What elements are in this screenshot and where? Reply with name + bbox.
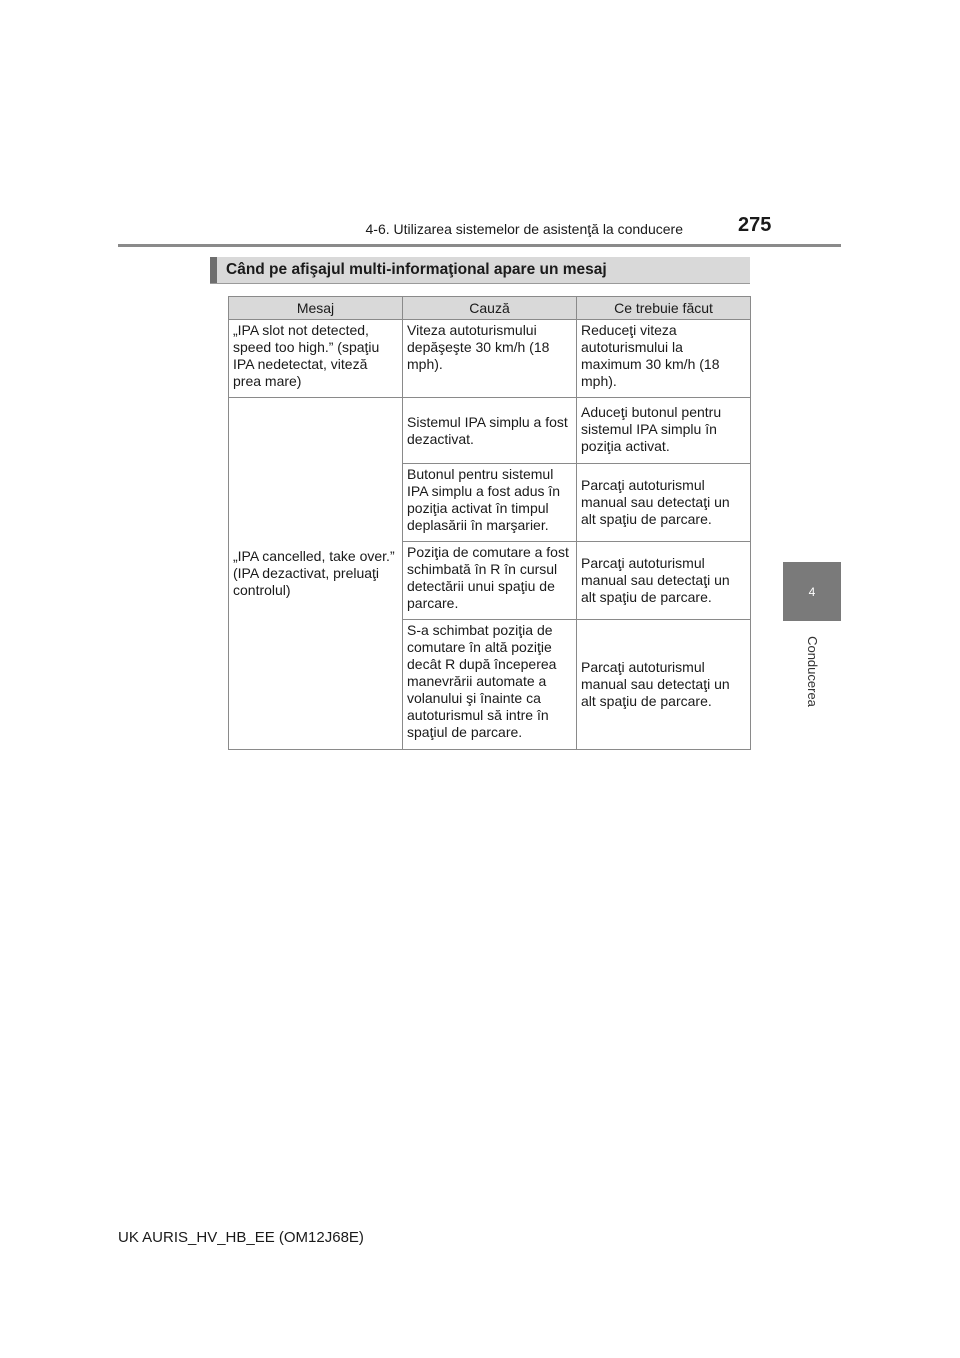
chapter-tab[interactable] (783, 562, 841, 621)
table-row (229, 398, 751, 464)
action-cell: Reduceţi viteza autoturismului la maximum 30 km/h (18 mph). (577, 320, 751, 398)
message-cell: „IPA cancelled, take over.” (IPA dezactivat, preluaţi controlul) (229, 398, 403, 750)
table-header-row (229, 297, 751, 320)
action-cell: Parcaţi autoturismul manual sau detectaţi un alt spaţiu de parcare. (577, 542, 751, 620)
page-number: 275 (738, 214, 772, 236)
column-header-cause: Cauză (403, 297, 577, 320)
footer-model-code: UK AURIS_HV_HB_EE (OM12J68E) (118, 1229, 364, 1246)
section-heading-bar (210, 257, 217, 283)
chapter-label (783, 626, 841, 716)
table-row (229, 320, 751, 398)
message-table (228, 296, 751, 750)
section-heading (210, 257, 750, 284)
running-header-section: 4-6. Utilizarea sistemelor de asistenţă la conducere (365, 221, 683, 237)
column-header-message: Mesaj (229, 297, 403, 320)
header-divider (118, 244, 841, 247)
message-cell: „IPA slot not detected, speed too high.” (spaţiu IPA nedetectat, viteză prea mare) (229, 320, 403, 398)
action-cell: Parcaţi autoturismul manual sau detectaţi un alt spaţiu de parcare. (577, 620, 751, 750)
chapter-tab-number: 4 (808, 584, 816, 599)
column-header-action: Ce trebuie făcut (577, 297, 751, 320)
cause-cell: Butonul pentru sistemul IPA simplu a fost adus în poziţia activat în timpul deplasării în marşarier. (403, 464, 577, 542)
section-heading-title: Când pe afişajul multi-informaţional apare un mesaj (226, 261, 607, 278)
cause-cell: Viteza autoturismului depăşeşte 30 km/h (18 mph). (403, 320, 577, 398)
cause-cell: Sistemul IPA simplu a fost dezactivat. (403, 398, 577, 464)
chapter-label-text: Conducerea (804, 635, 820, 707)
action-cell: Aduceţi butonul pentru sistemul IPA simplu în poziţia activat. (577, 398, 751, 464)
cause-cell: Poziţia de comutare a fost schimbată în R în cursul detectării unui spaţiu de parcare. (403, 542, 577, 620)
action-cell: Parcaţi autoturismul manual sau detectaţi un alt spaţiu de parcare. (577, 464, 751, 542)
cause-cell: S-a schimbat poziţia de comutare în altă poziţie decât R după începerea manevrării automate a volanului şi înainte ca autoturismul să intre în spaţiul de parcare. (403, 620, 577, 750)
